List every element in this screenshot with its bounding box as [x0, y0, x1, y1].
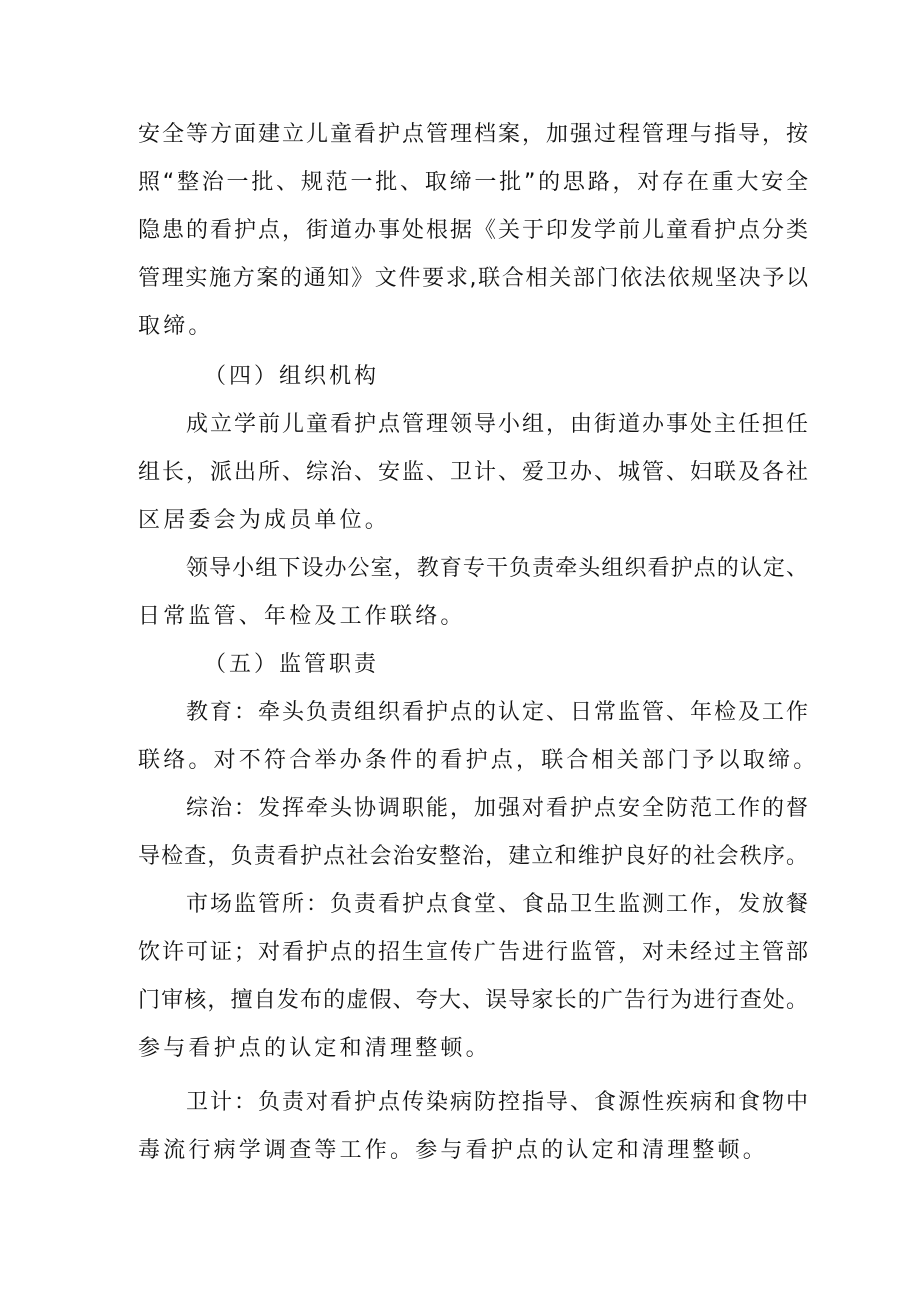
paragraph-line: 成立学前儿童看护点管理领导小组，由街道办事处主任担任: [186, 412, 808, 437]
paragraph-line: 联络。对不符合举办条件的看护点，联合相关部门予以取缔。: [138, 748, 819, 773]
paragraph-line: 管理实施方案的通知》文件要求,联合相关部门依法依规坚决予以: [138, 266, 808, 291]
paragraph-line: 门审核，擅自发布的虚假、夸大、误导家长的广告行为进行查处。: [138, 988, 808, 1013]
paragraph-line: 毒流行病学调查等工作。参与看护点的认定和清理整顿。: [138, 1138, 769, 1163]
paragraph-line: 照“整治一批、规范一批、取缔一批”的思路，对存在重大安全: [138, 170, 808, 195]
paragraph-line: 取缔。: [138, 314, 214, 339]
paragraph-line: 参与看护点的认定和清理整顿。: [138, 1036, 491, 1061]
paragraph-line: 教育：牵头负责组织看护点的认定、日常监管、年检及工作: [186, 700, 808, 725]
paragraph-line: 导检查，负责看护点社会治安整治，建立和维护良好的社会秩序。: [138, 844, 808, 869]
paragraph-line: 组长，派出所、综治、安监、卫计、爱卫办、城管、妇联及各社: [138, 460, 808, 485]
paragraph-line: 市场监管所：负责看护点食堂、食品卫生监测工作，发放餐: [186, 892, 808, 917]
paragraph-line: 饮许可证；对看护点的招生宣传广告进行监管，对未经过主管部: [138, 940, 808, 965]
section-heading: （五）监管职责: [204, 652, 380, 677]
paragraph-line: 安全等方面建立儿童看护点管理档案，加强过程管理与指导，按: [138, 122, 808, 147]
paragraph-line: 日常监管、年检及工作联络。: [138, 604, 466, 629]
paragraph-line: 卫计：负责对看护点传染病防控指导、食源性疾病和食物中: [186, 1090, 808, 1115]
paragraph-line: 领导小组下设办公室，教育专干负责牵头组织看护点的认定、: [186, 556, 808, 581]
paragraph-line: 隐患的看护点，街道办事处根据《关于印发学前儿童看护点分类: [138, 218, 808, 243]
section-heading: （四）组织机构: [204, 364, 380, 389]
paragraph-line: 综治：发挥牵头协调职能，加强对看护点安全防范工作的督: [186, 796, 808, 821]
paragraph-line: 区居委会为成员单位。: [138, 508, 391, 533]
